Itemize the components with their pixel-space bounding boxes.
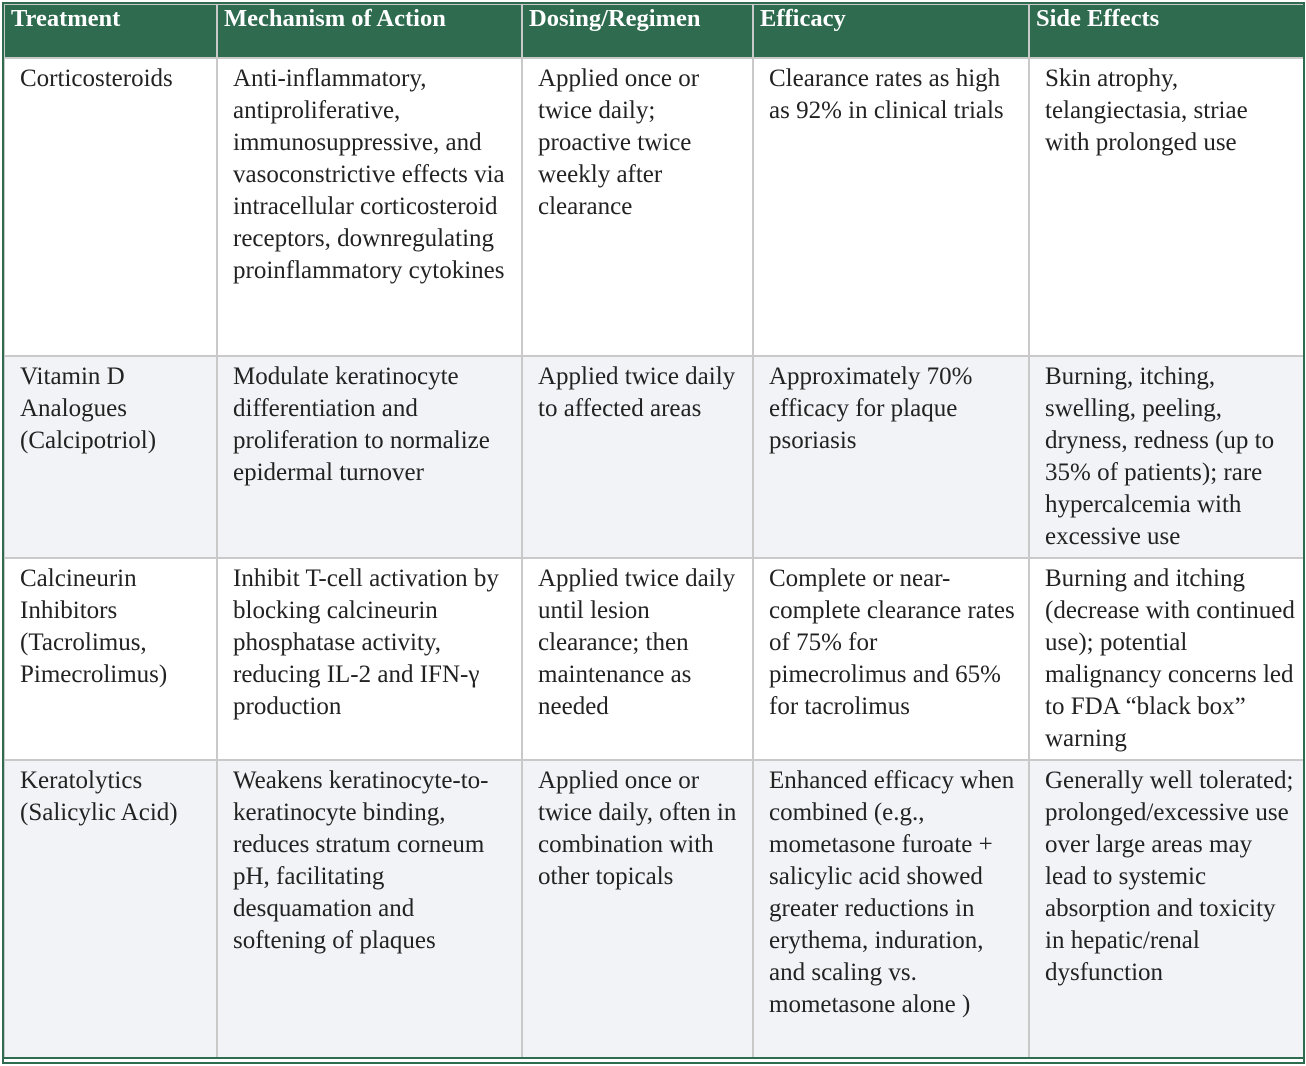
header-row xyxy=(4,4,1304,58)
table-row xyxy=(4,58,1304,356)
cell-side-effects: Burning and itching (decrease with continued use); potential malignancy concerns led to FDA “black box” warning xyxy=(1029,558,1304,760)
header-side-effects: Side Effects xyxy=(1029,4,1304,58)
cell-treatment: Vitamin D Analogues (Calcipotriol) xyxy=(4,356,217,558)
topical-treatments-table xyxy=(3,3,1305,1059)
table-row xyxy=(4,760,1304,1058)
cell-dosing: Applied twice daily to affected areas xyxy=(522,356,753,558)
cell-dosing: Applied twice daily until lesion clearance; then maintenance as needed xyxy=(522,558,753,760)
header-mechanism: Mechanism of Action xyxy=(217,4,522,58)
cell-mechanism: Modulate keratinocyte differentiation and proliferation to normalize epidermal turnover xyxy=(217,356,522,558)
table-header xyxy=(4,4,1304,58)
cell-dosing: Applied once or twice daily; proactive twice weekly after clearance xyxy=(522,58,753,356)
cell-efficacy: Clearance rates as high as 92% in clinical trials xyxy=(753,58,1029,356)
header-efficacy: Efficacy xyxy=(753,4,1029,58)
cell-efficacy: Approximately 70% efficacy for plaque psoriasis xyxy=(753,356,1029,558)
cell-efficacy: Enhanced efficacy when combined (e.g., mometasone furoate + salicylic acid showed greater reductions in erythema, induration, and scaling vs. mometasone alone ) xyxy=(753,760,1029,1058)
table-row xyxy=(4,558,1304,760)
cell-side-effects: Skin atrophy, telangiectasia, striae with prolonged use xyxy=(1029,58,1304,356)
cell-efficacy: Complete or near-complete clearance rates of 75% for pimecrolimus and 65% for tacrolimus xyxy=(753,558,1029,760)
table-row xyxy=(4,356,1304,558)
header-treatment: Treatment xyxy=(4,4,217,58)
cell-mechanism: Anti-inflammatory, antiproliferative, immunosuppressive, and vasoconstrictive effects via intracellular corticosteroid receptors, downregulating proinflammatory cytokines xyxy=(217,58,522,356)
cell-treatment: Keratolytics (Salicylic Acid) xyxy=(4,760,217,1058)
cell-side-effects: Generally well tolerated; prolonged/excessive use over large areas may lead to systemic absorption and toxicity in hepatic/renal dysfunction xyxy=(1029,760,1304,1058)
table-body xyxy=(4,58,1304,1058)
cell-treatment: Calcineurin Inhibitors (Tacrolimus, Pimecrolimus) xyxy=(4,558,217,760)
cell-mechanism: Inhibit T-cell activation by blocking calcineurin phosphatase activity, reducing IL-2 and IFN-γ production xyxy=(217,558,522,760)
cell-treatment: Corticosteroids xyxy=(4,58,217,356)
cell-side-effects: Burning, itching, swelling, peeling, dryness, redness (up to 35% of patients); rare hypercalcemia with excessive use xyxy=(1029,356,1304,558)
cell-mechanism: Weakens keratinocyte-to-keratinocyte binding, reduces stratum corneum pH, facilitating desquamation and softening of plaques xyxy=(217,760,522,1058)
header-dosing: Dosing/Regimen xyxy=(522,4,753,58)
cell-dosing: Applied once or twice daily, often in combination with other topicals xyxy=(522,760,753,1058)
